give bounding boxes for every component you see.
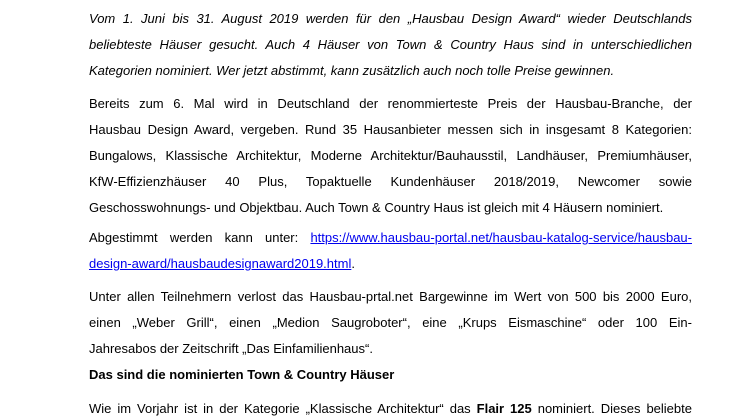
prizes-line: Unter allen Teilnehmern verlost das Hausbau-prtal.net Bargewinne im Wert von 500 bis 2000 Euro, (89, 289, 692, 304)
vote-line (89, 251, 692, 277)
body-line: Geschosswohnungs- und Objektbau. Auch Town & Country Haus ist gleich mit 4 Häusern nominiert. (89, 200, 664, 215)
intro-line: Kategorien nominiert. Wer jetzt abstimmt, kann zusätzlich auch noch tolle Preise gewinnen. (89, 63, 615, 78)
vote-suffix: . (351, 256, 355, 271)
body-paragraph (89, 91, 692, 221)
prizes-line: Jahresabos der Zeitschrift „Das Einfamilienhaus“. (89, 341, 373, 356)
body-line: KfW-Effizienzhäuser 40 Plus, Topaktuelle Kundenhäuser 2018/2019, Newcomer sowie (89, 174, 692, 189)
nominee-line (89, 396, 692, 419)
vote-paragraph (89, 225, 692, 277)
prizes-line: einen „Weber Grill“, einen „Medion Saugroboter“, eine „Krups Eismaschine“ oder 100 Ein- (89, 315, 692, 330)
intro-line: Vom 1. Juni bis 31. August 2019 werden für den „Hausbau Design Award“ wieder Deutschlands (89, 11, 692, 26)
body-line: Hausbau Design Award, vergeben. Rund 35 Hausanbieter messen sich in insgesamt 8 Kategorien: (89, 122, 692, 137)
intro-paragraph (89, 6, 692, 84)
vote-line (89, 225, 692, 251)
vote-prefix: Abgestimmt werden kann unter: (89, 230, 311, 245)
vote-link-continued[interactable]: design-award/hausbaudesignaward2019.html (89, 256, 352, 271)
nominee-house-name: Flair 125 (476, 401, 532, 416)
nominee-text-before: Wie im Vorjahr ist in der Kategorie „Klassische Architektur“ das (89, 401, 477, 416)
prizes-paragraph (89, 284, 692, 362)
vote-link[interactable]: https://www.hausbau-portal.net/hausbau-katalog-service/hausbau- (310, 230, 692, 245)
nominee-paragraph (89, 396, 692, 419)
section-heading-text: Das sind die nominierten Town & Country Häuser (89, 367, 395, 382)
intro-line: beliebteste Häuser gesucht. Auch 4 Häuser von Town & Country Haus sind in unterschiedlichen (89, 37, 692, 52)
nominee-text-after: nominiert. Dieses beliebte (531, 401, 692, 416)
body-line: Bungalows, Klassische Architektur, Moderne Architektur/Bauhausstil, Landhäuser, Premiumhäuser, (89, 148, 692, 163)
section-heading (89, 362, 692, 388)
body-line: Bereits zum 6. Mal wird in Deutschland der renommierteste Preis der Hausbau-Branche, der (89, 96, 692, 111)
